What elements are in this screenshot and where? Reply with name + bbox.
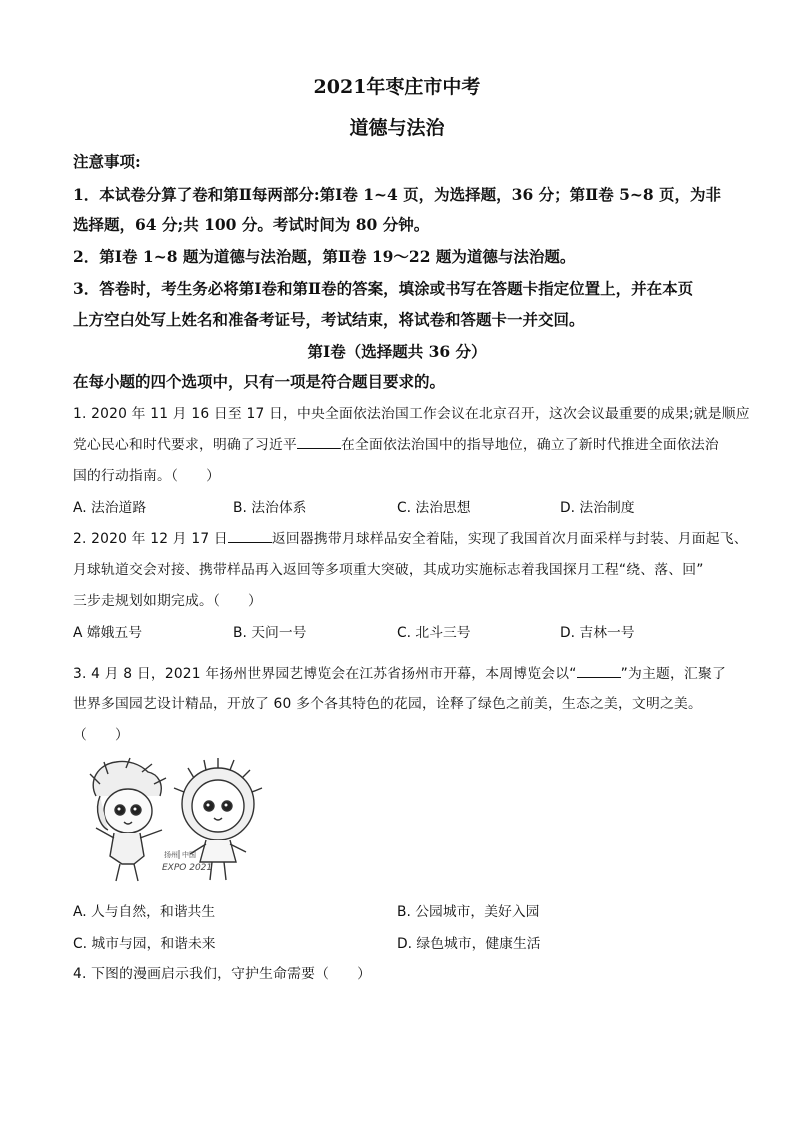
q1-line-2b: 在全面依法治国中的指导地位，确立了新时代推进全面依法治 [340, 437, 719, 453]
q4-line-1: 4. 下图的漫画启示我们，守护生命需要（ ） [73, 966, 372, 982]
q2-line-1a: 2. 2020 年 12 月 17 日 [73, 531, 228, 547]
answer-blank [297, 434, 341, 449]
q1-option-d[interactable]: D. 法治制度 [560, 500, 635, 516]
mascot-text-left: 扬州 [164, 851, 178, 859]
left-mascot [90, 758, 166, 881]
section-instruction: 在每小题的四个选项中，只有一项是符合题目要求的。 [73, 372, 446, 391]
answer-blank [577, 663, 621, 678]
q2-option-a[interactable]: A 嫦娥五号 [73, 625, 143, 641]
q2-line-1b: 返回器携带月球样品安全着陆，实现了我国首次月面采样与封装、月面起飞、 [271, 531, 748, 547]
expo-mascot-image [78, 756, 283, 886]
notice-item-1-line-1: 1．本试卷分算了卷和第Ⅱ每两部分:第Ⅰ卷 1~4 页，为选择题，36 分；第Ⅱ卷 5~8 页，为非 [73, 185, 722, 204]
notice-item-1-line-2: 选择题，64 分;共 100 分。考试时间为 80 分钟。 [73, 215, 430, 234]
mascot-expo-logo: EXPO 2021 [162, 863, 213, 873]
q1-line-2a: 党心民心和时代要求，明确了习近平 [73, 437, 297, 453]
q3-line-1 [73, 662, 726, 682]
q2-option-c[interactable]: C. 北斗三号 [397, 625, 471, 641]
q3-line-1b: ”为主题，汇聚了 [620, 666, 726, 682]
answer-blank [228, 528, 272, 543]
q1-option-c[interactable]: C. 法治思想 [397, 500, 471, 516]
q3-line-2: 世界多国园艺设计精品，开放了 60 多个各其特色的花园，诠释了绿色之前美，生态之美，文明之美。 [73, 696, 702, 712]
q3-option-b[interactable]: B. 公园城市，美好入园 [397, 904, 540, 920]
notice-item-2: 2．第Ⅰ卷 1~8 题为道德与法治题，第Ⅱ卷 19～22 题为道德与法治题。 [73, 247, 576, 266]
right-mascot [174, 758, 262, 880]
exam-title: 2021年枣庄市中考 [313, 76, 481, 98]
q3-option-d[interactable]: D. 绿色城市，健康生活 [397, 936, 541, 952]
notice-item-3-line-2: 上方空白处写上姓名和准备考证号，考试结束，将试卷和答题卡一并交回。 [73, 310, 585, 329]
notice-heading: 注意事项: [73, 152, 141, 171]
q2-line-2: 月球轨道交会对接、携带样品再入返回等多项重大突破，其成功实施标志着我国探月工程“绕、落、回” [73, 562, 704, 578]
q1-option-b[interactable]: B. 法治体系 [233, 500, 307, 516]
section-title: 第Ⅰ卷（选择题共 36 分） [307, 342, 487, 361]
q1-option-a[interactable]: A. 法治道路 [73, 500, 147, 516]
q2-line-1 [73, 527, 748, 547]
q3-option-a[interactable]: A. 人与自然，和谐共生 [73, 904, 216, 920]
q2-option-d[interactable]: D. 吉林一号 [560, 625, 635, 641]
q2-line-3: 三步走规划如期完成。（ ） [73, 593, 263, 609]
q3-line-3: （ ） [73, 727, 129, 743]
exam-subject: 道德与法治 [349, 117, 445, 139]
q3-line-1a: 3. 4 月 8 日，2021 年扬州世界园艺博览会在江苏省扬州市开幕，本周博览会以“ [73, 666, 577, 682]
mascot-text-right: 中国 [182, 851, 196, 859]
q1-line-2 [73, 433, 719, 453]
q2-option-b[interactable]: B. 天问一号 [233, 625, 307, 641]
notice-item-3-line-1: 3．答卷时，考生务必将第Ⅰ卷和第Ⅱ卷的答案，填涂或书写在答题卡指定位置上，并在本页 [73, 279, 694, 298]
q1-line-1: 1. 2020 年 11 月 16 日至 17 日，中央全面依法治国工作会议在北京召开，这次会议最重要的成果;就是顺应 [73, 406, 750, 422]
q1-line-3: 国的行动指南。（ ） [73, 468, 221, 484]
q3-option-c[interactable]: C. 城市与园，和谐未来 [73, 936, 216, 952]
